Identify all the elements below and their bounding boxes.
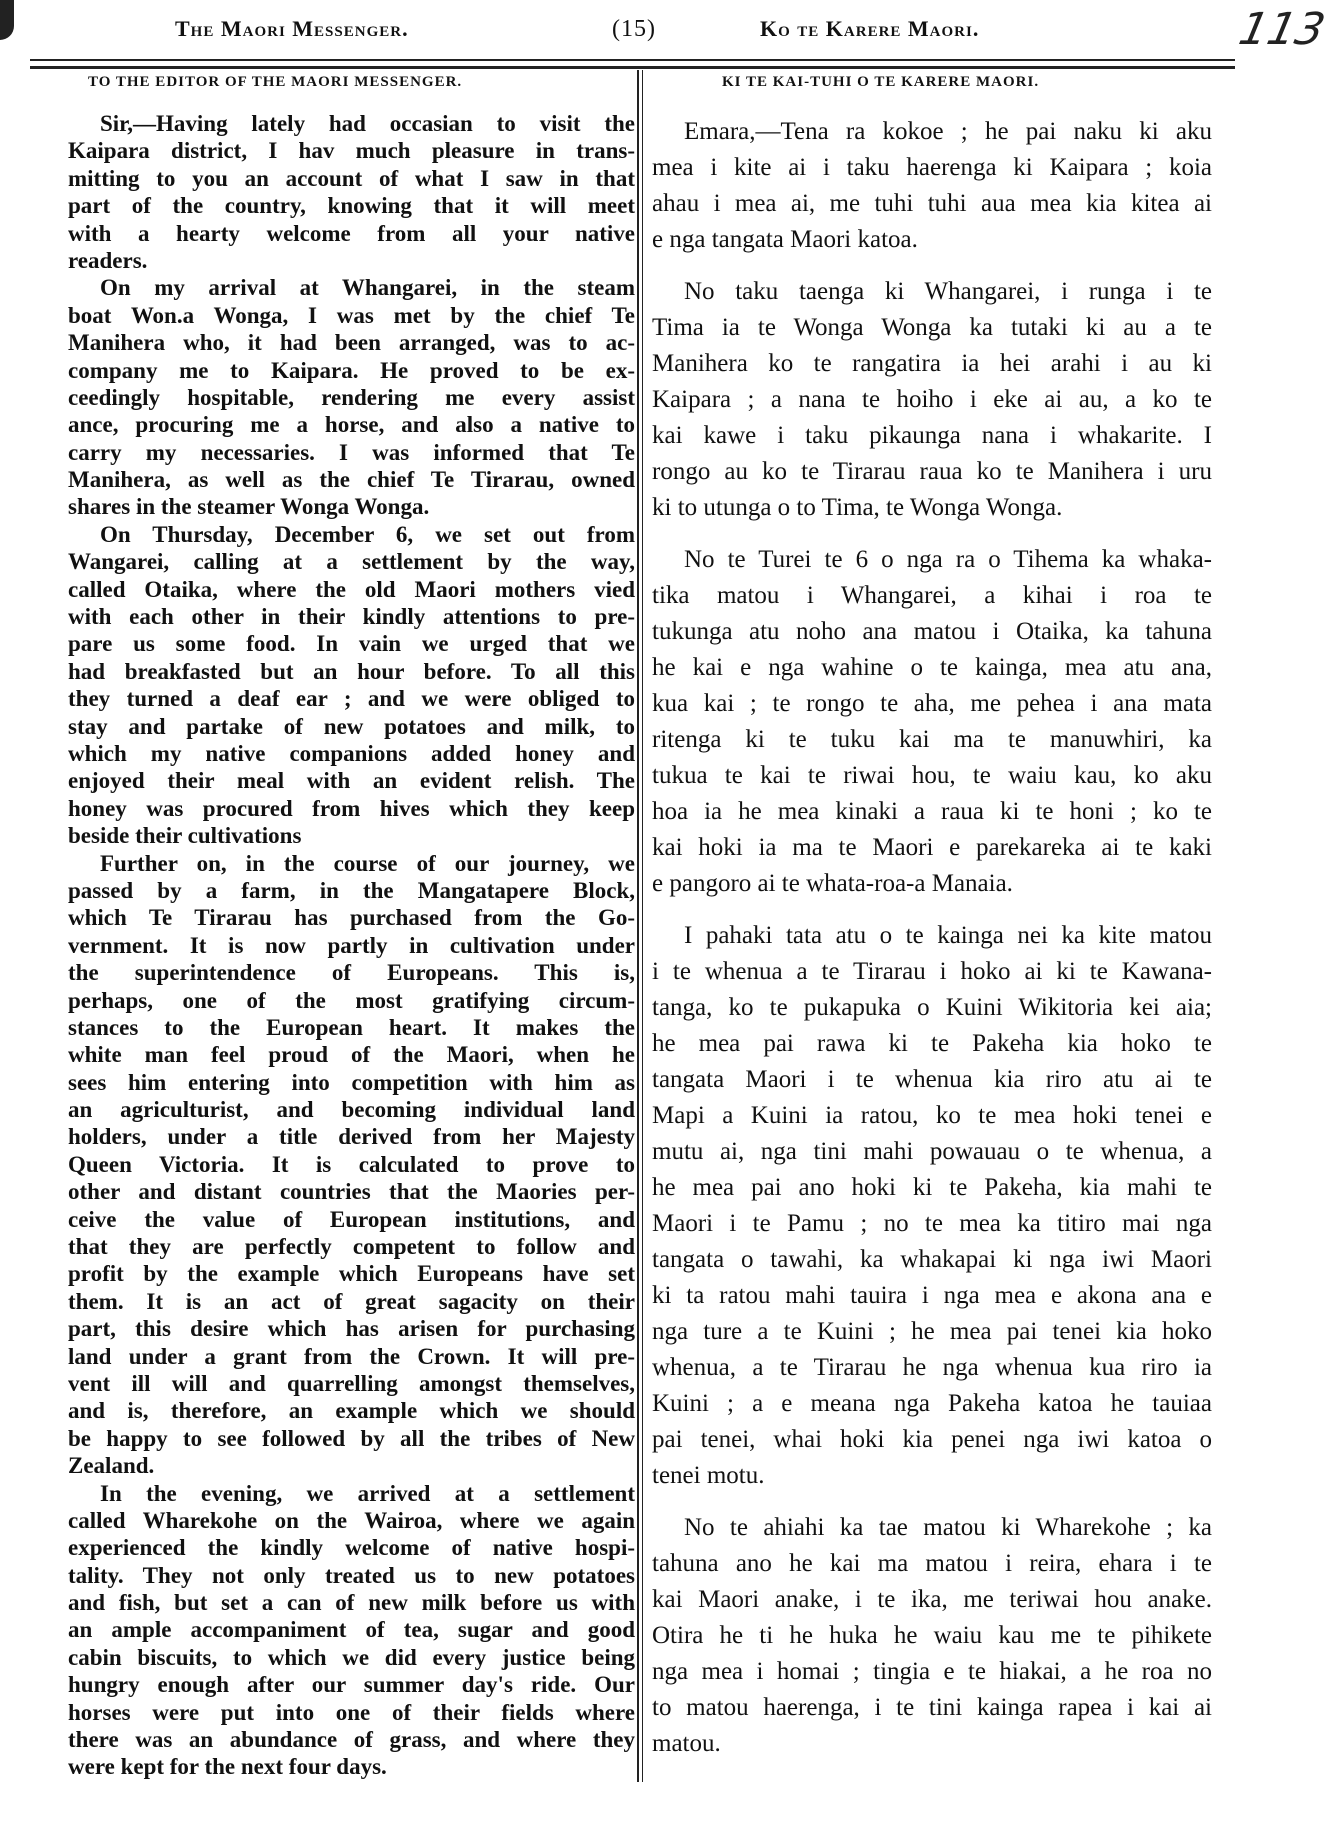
text-line: boat Won.a Wonga, I was met by the chief Te [68,302,635,328]
text-line: ceive the value of European institutions, and [68,1206,635,1232]
text-line: holders, under a title derived from her Majesty [68,1124,635,1150]
text-line: he mea pai ano hoki ki te Pakeha, kia mahi te [652,1174,1212,1201]
text-line: ance, procuring me a horse, and also a native to [68,412,635,438]
right-column-heading: KI TE KAI-TUHI O TE KARERE MAORI. [722,74,1040,90]
paragraph [68,850,635,1480]
text-line: perhaps, one of the most gratifying circum- [68,987,635,1013]
english-letter-column [68,110,635,1781]
text-line: tenei motu. [652,1462,765,1489]
handwritten-page-note: 113 [1234,4,1329,55]
masthead [0,16,1280,52]
text-line: had breakfasted but an hour before. To all this [68,658,635,684]
text-line: Emara,—Tena ra kokoe ; he pai naku ki aku [684,118,1212,145]
text-line: company me to Kaipara. He proved to be ex- [68,357,635,383]
text-line: tukua te kai te riwai hou, te waiu kau, ko aku [652,762,1212,789]
text-line: Sir,—Having lately had occasian to visit the [100,111,635,136]
text-line: tangata o tawahi, ka whakapai ki nga iwi Maori [652,1246,1212,1273]
text-line: Manihera ko te rangatira ia hei arahi i au ki [652,350,1212,377]
text-line: carry my necessaries. I was informed that Te [68,439,635,465]
text-line: sees him entering into competition with him as [68,1069,635,1095]
text-line: rongo au ko te Tirarau raua ko te Manihera i uru [652,458,1212,485]
text-line: ritenga ki te tuku kai ma te manuwhiri, ka [652,726,1212,753]
text-line: part of the country, knowing that it will meet [68,193,635,219]
text-line: land under a grant from the Crown. It will pre- [68,1343,635,1369]
text-line: No taku taenga ki Whangarei, i runga i te [684,278,1212,305]
text-line: e nga tangata Maori katoa. [652,226,918,253]
text-line: tangata Maori i te whenua kia riro atu ai te [652,1066,1212,1093]
text-line: Manihera, as well as the chief Te Tirarau, owned [68,467,635,493]
text-line: tukunga atu noho ana matou i Otaika, ka tahuna [652,618,1212,645]
header-rule-thin [30,59,1235,61]
paragraph [68,1480,635,1781]
text-line: stances to the European heart. It makes the [68,1014,635,1040]
text-line: pare us some food. In vain we urged that we [68,631,635,657]
text-line: mea i kite ai i taku haerenga ki Kaipara ; koia [652,154,1212,181]
text-line: Zealand. [68,1453,155,1479]
text-line: kua kai ; te rongo te aha, me pehea i ana mata [652,690,1212,717]
text-line: which my native companions added honey and [68,740,635,766]
page-number: (15) [612,16,656,42]
text-line: honey was procured from hives which they keep [68,795,635,821]
text-line: I pahaki tata atu o te kainga nei ka kite matou [684,922,1212,949]
paragraph [652,274,1212,526]
text-line: and is, therefore, an example which we should [68,1398,635,1424]
text-line: vent ill will and quarrelling amongst themselves, [68,1370,635,1396]
text-line: be happy to see followed by all the tribes of New [68,1425,635,1451]
text-line: ki to utunga o to Tima, te Wonga Wonga. [652,494,1063,521]
text-line: mutu ai, nga tini mahi powauau o te whenua, a [652,1138,1212,1165]
text-line: shares in the steamer Wonga Wonga. [68,494,430,520]
text-line: were kept for the next four days. [68,1754,387,1780]
paragraph [68,274,635,521]
text-line: horses were put into one of their fields where [68,1699,635,1725]
text-line: vernment. It is now partly in cultivation under [68,932,635,958]
text-line: that they are perfectly competent to follow and [68,1234,635,1260]
text-line: No te ahiahi ka tae matou ki Wharekohe ; ka [684,1514,1212,1541]
text-line: On my arrival at Whangarei, in the steam [100,275,635,301]
text-line: Tima ia te Wonga Wonga ka tutaki ki au a te [652,314,1212,341]
text-line: pai tenei, whai hoki kia penei nga iwi katoa o [652,1426,1212,1453]
text-line: nga ture a te Kuini ; he mea pai tenei kia hoko [652,1318,1212,1345]
text-line: white man feel proud of the Maori, when he [68,1042,635,1068]
left-column-heading: TO THE EDITOR OF THE MAORI MESSENGER. [88,74,463,90]
text-line: stay and partake of new potatoes and milk, to [68,713,635,739]
text-line: i te whenua a te Tirarau i hoko ai ki te Kawana- [652,958,1212,985]
text-line: the superintendence of Europeans. This is, [68,960,635,986]
text-line: tika matou i Whangarei, a kihai i roa te [652,582,1212,609]
text-line: part, this desire which has arisen for purchasing [68,1316,635,1342]
text-line: tanga, ko te pukapuka o Kuini Wikitoria kei aia; [652,994,1212,1021]
text-line: with a hearty welcome from all your native [68,220,635,246]
text-line: Manihera who, it had been arranged, was to ac- [68,330,635,356]
text-line: them. It is an act of great sagacity on their [68,1288,635,1314]
column-divider-inner [642,70,643,1782]
text-line: On Thursday, December 6, we set out from [100,521,635,547]
text-line: called Otaika, where the old Maori mothers vied [68,576,635,602]
text-line: and fish, but set a can of new milk before us with [68,1590,635,1616]
header-rule-thick [30,66,1235,69]
text-line: ahau i mea ai, me tuhi tuhi aua mea kia kitea ai [652,190,1212,217]
text-line: an agriculturist, and becoming individual land [68,1097,635,1123]
text-line: with each other in their kindly attentions to pre- [68,604,635,630]
text-line: hungry enough after our summer day's ride. Our [68,1672,635,1698]
text-line: Maori i te Pamu ; no te mea ka titiro mai nga [652,1210,1212,1237]
text-line: tahuna ano he kai ma matou i reira, ehara i te [652,1550,1212,1577]
text-line: mitting to you an account of what I saw in that [68,165,635,191]
text-line: Kaipara district, I hav much pleasure in trans- [68,138,635,164]
text-line: which Te Tirarau has purchased from the Go- [68,905,635,931]
text-line: Queen Victoria. It is calculated to prove to [68,1151,635,1177]
text-line: other and distant countries that the Maories per- [68,1179,635,1205]
text-line: e pangoro ai te whata-roa-a Manaia. [652,870,1013,897]
text-line: kai hoki ia ma te Maori e parekareka ai te kaki [652,834,1212,861]
masthead-english-title: The Maori Messenger. [175,16,409,41]
maori-letter-column [652,114,1212,1778]
text-line: Wangarei, calling at a settlement by the way, [68,549,635,575]
paragraph [652,114,1212,258]
text-line: an ample accompaniment of tea, sugar and good [68,1617,635,1643]
text-line: he kai e nga wahine o te kainga, mea atu ana, [652,654,1212,681]
text-line: called Wharekohe on the Wairoa, where we again [68,1507,635,1533]
text-line: No te Turei te 6 o nga ra o Tihema ka whaka- [684,546,1212,573]
text-line: he mea pai rawa ki te Pakeha kia hoko te [652,1030,1212,1057]
text-line: ceedingly hospitable, rendering me every assist [68,384,635,410]
paragraph [652,918,1212,1494]
text-line: readers. [68,247,148,273]
text-line: whenua, a te Tirarau he nga whenua kua riro ia [652,1354,1212,1381]
paragraph [652,1510,1212,1762]
paragraph [68,110,635,274]
text-line: hoa ia he mea kinaki a raua ki te honi ; ko te [652,798,1212,825]
text-line: Otira he ti he huka he waiu kau me te pihikete [652,1622,1212,1649]
text-line: they turned a deaf ear ; and we were obliged to [68,686,635,712]
text-line: kai Maori anake, i te ika, me teriwai hou anake. [652,1586,1212,1613]
text-line: nga mea i homai ; tingia e te hiakai, a he roa no [652,1658,1212,1685]
text-line: beside their cultivations [68,823,302,849]
text-line: Kuini ; a e meana nga Pakeha katoa he tauiaa [652,1390,1212,1417]
text-line: tality. They not only treated us to new potatoes [68,1562,635,1588]
text-line: passed by a farm, in the Mangatapere Block, [68,877,635,903]
text-line: to matou haerenga, i te tini kainga rapea i kai ai [652,1694,1212,1721]
text-line: there was an abundance of grass, and where they [68,1727,635,1753]
text-line: kai kawe i taku pikaunga nana i whakarite. I [652,422,1212,449]
paragraph [68,521,635,850]
column-divider [637,70,639,1782]
masthead-maori-title: Ko te Karere Maori. [760,16,980,41]
text-line: cabin biscuits, to which we did every justice being [68,1644,635,1670]
text-line: ki ta ratou mahi tauira i nga mea e akona ana e [652,1282,1212,1309]
text-line: experienced the kindly welcome of native hospi- [68,1535,635,1561]
text-line: Further on, in the course of our journey, we [100,850,635,876]
text-line: enjoyed their meal with an evident relish. The [68,768,635,794]
text-line: Kaipara ; a nana te hoiho i eke ai au, a ko te [652,386,1212,413]
paragraph [652,542,1212,902]
text-line: matou. [652,1730,721,1757]
text-line: In the evening, we arrived at a settlement [100,1480,635,1506]
text-line: profit by the example which Europeans have set [68,1261,635,1287]
text-line: Mapi a Kuini ia ratou, ko te mea hoki tenei e [652,1102,1212,1129]
